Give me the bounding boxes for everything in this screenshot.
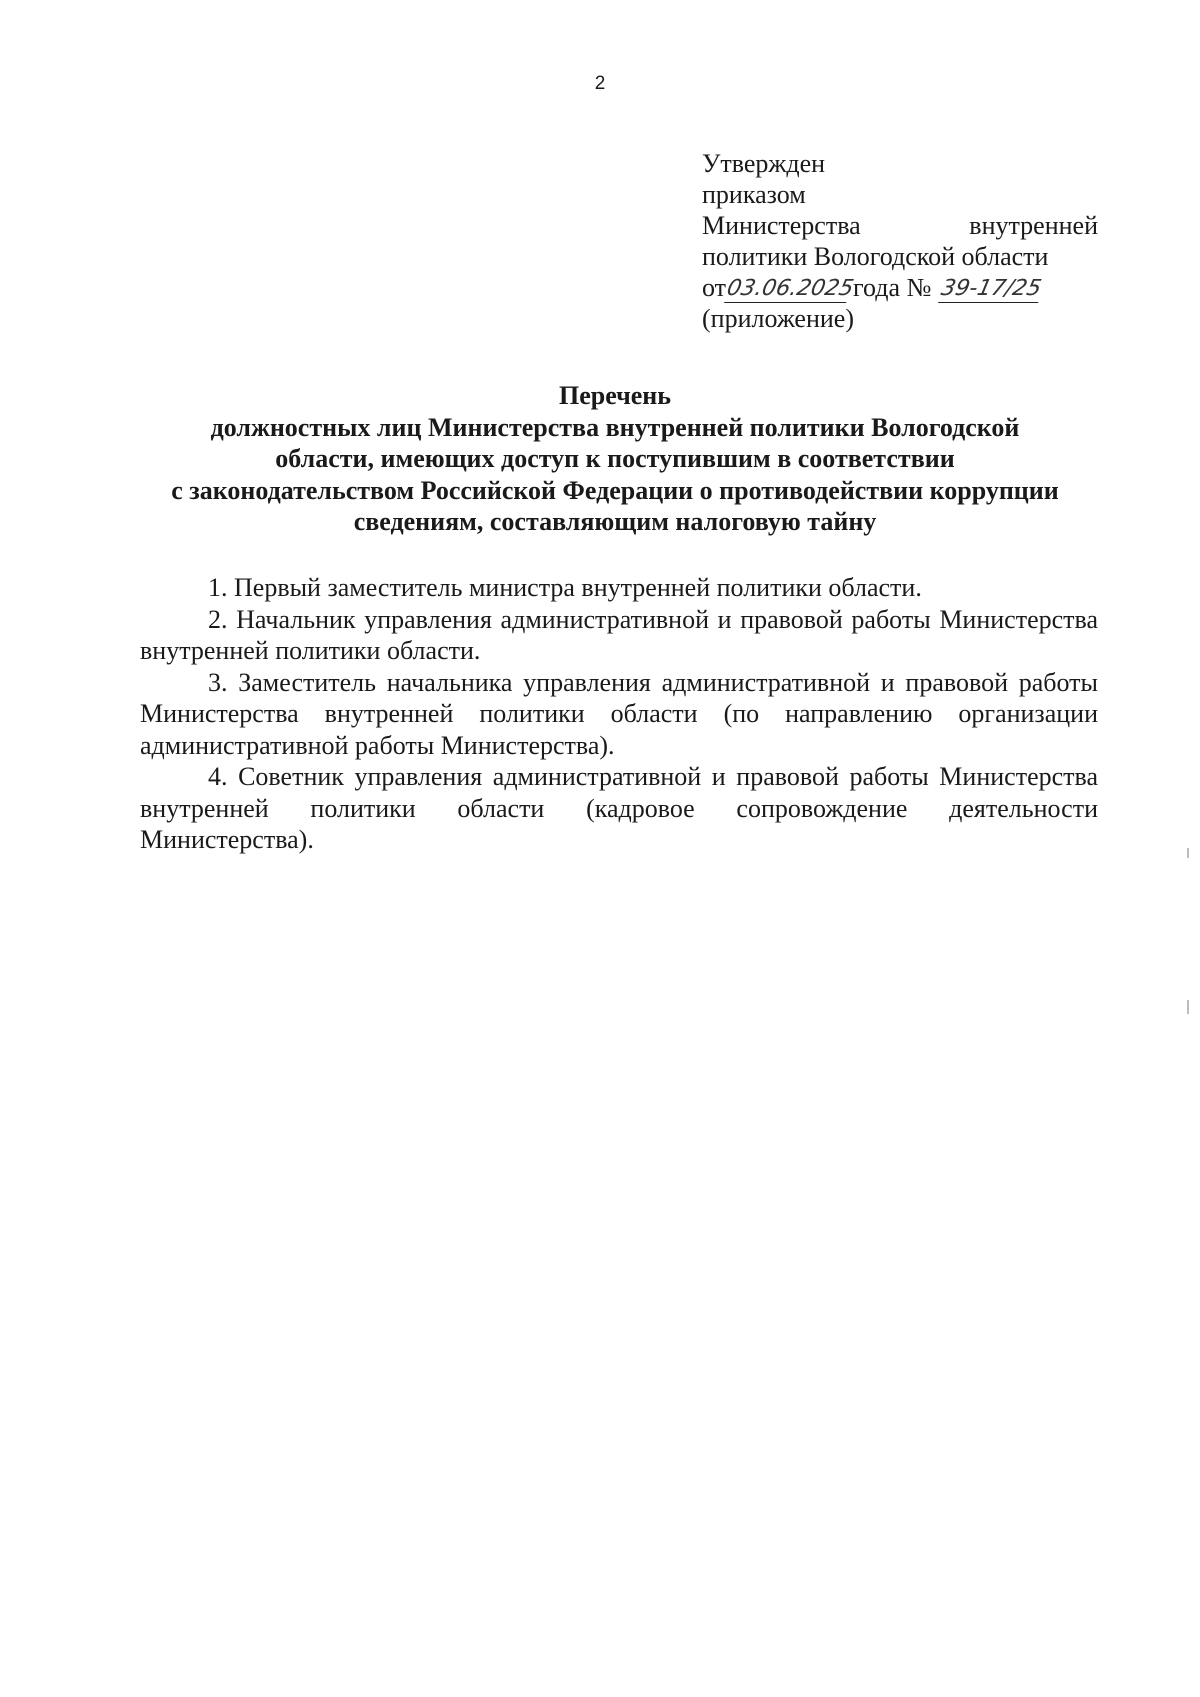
list-item: 3. Заместитель начальника управления административной и правовой работы Министерства внутренней политики области (по направлению организации административной работы Министерства).	[140, 667, 1098, 760]
approval-appendix-label: (приложение)	[702, 304, 855, 333]
list-item: 2. Начальник управления административной и правовой работы Министерства внутренней политики области.	[140, 604, 1098, 665]
heading-line-1: должностных лиц Министерства внутренней политики Вологодской	[210, 412, 1020, 442]
heading-line-4: сведениям, составляющим налоговую тайну	[353, 507, 877, 536]
approval-line-approved: Утвержден	[702, 149, 826, 178]
scan-artifact-mark	[1187, 848, 1189, 858]
approval-from-prefix: от	[702, 273, 727, 302]
handwritten-date: 03.06.2025	[724, 276, 856, 301]
approval-line-policy: политики Вологодской области	[702, 242, 1049, 271]
handwritten-order-number: 39-17/25	[939, 276, 1044, 301]
page-number: 2	[594, 73, 606, 94]
approval-stamp-block	[702, 148, 1098, 334]
approval-line-ministry	[702, 210, 1098, 241]
scan-artifact-mark	[1187, 1000, 1189, 1014]
approval-ministry-word: Министерства	[702, 211, 861, 240]
heading-line-3: с законодательством Российской Федерации о противодействии коррупции	[171, 475, 1059, 505]
list-item: 1. Первый заместитель министра внутренней политики области.	[208, 573, 922, 602]
positions-list	[140, 572, 1098, 856]
document-heading	[130, 380, 1100, 538]
heading-title: Перечень	[558, 381, 672, 410]
list-item: 4. Советник управления административной и правовой работы Министерства внутренней политики области (кадровое сопровождение деятельности Министерства).	[140, 762, 1098, 854]
approval-internal-word: внутренней	[969, 211, 1098, 240]
heading-line-2: области, имеющих доступ к поступившим в соответствии	[275, 444, 955, 473]
approval-line-by-order: приказом	[702, 180, 806, 209]
approval-year-number-label: года №	[853, 273, 932, 302]
approval-order-line	[702, 272, 1098, 303]
